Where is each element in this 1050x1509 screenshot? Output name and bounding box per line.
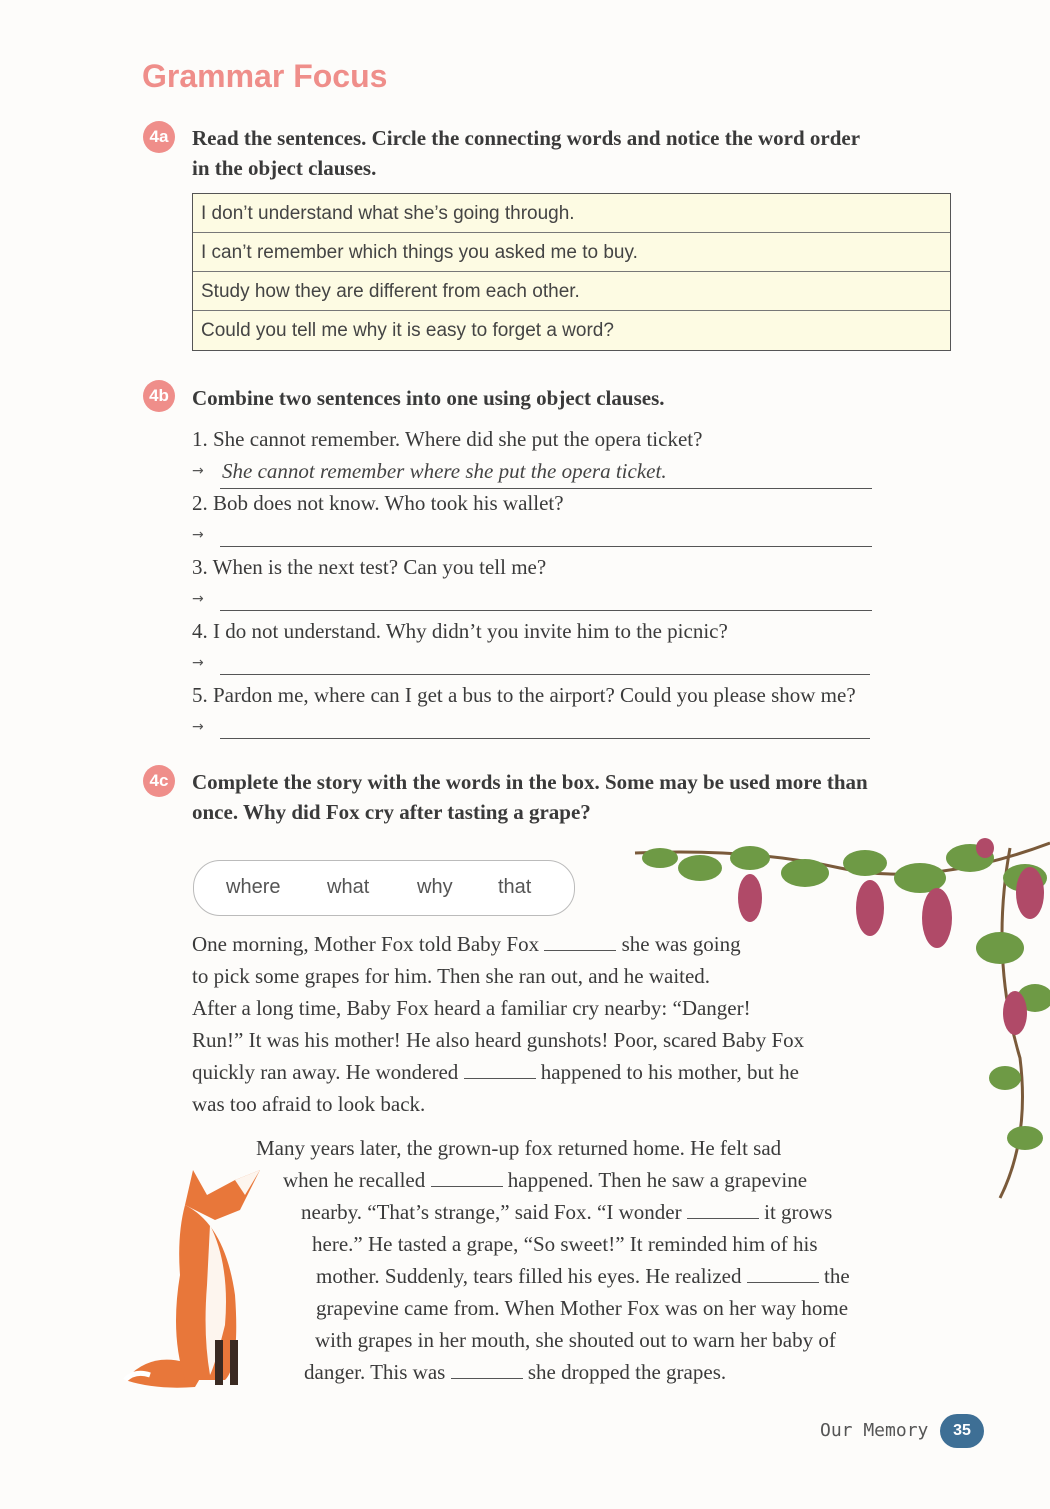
example-answer: She cannot remember where she put the opera ticket. [222,459,667,483]
instruction-4a-line2: in the object clauses. [192,156,377,180]
word-option: what [327,876,370,898]
story-line: grapevine came from. When Mother Fox was on her way home [316,1296,849,1320]
instruction-4c-line1: Complete the story with the words in the box. Some may be used more than [192,770,868,794]
story-line: was too afraid to look back. [192,1092,426,1116]
story-line: here.” He tasted a grape, “So sweet!” It reminded him of his [312,1232,818,1256]
answer-line-3[interactable] [220,610,872,611]
sentence-row: Could you tell me why it is easy to forget a word? [201,320,614,341]
word-option: that [498,876,532,898]
arrow-icon: → [192,719,204,735]
word-option: where [226,876,281,898]
page-title: Grammar Focus [142,58,388,94]
page-number: 35 [940,1414,984,1448]
arrow-icon: → [192,591,204,607]
exercise-question-1: 1. She cannot remember. Where did she put the opera ticket? [192,427,703,451]
story-line: One morning, Mother Fox told Baby Fox she was going [192,932,741,956]
answer-line-5[interactable] [220,738,870,739]
blank[interactable] [544,936,616,951]
story-line: Many years later, the grown-up fox returned home. He felt sad [256,1136,782,1160]
answer-line-1[interactable] [220,488,872,489]
arrow-icon: → [192,463,204,479]
section-badge-4a: 4a [143,121,175,153]
story-line: mother. Suddenly, tears filled his eyes. He realized the [316,1264,850,1288]
story-line: with grapes in her mouth, she shouted out to warn her baby of [315,1328,836,1352]
blank[interactable] [687,1204,759,1219]
instruction-4c-line2: once. Why did Fox cry after tasting a grape? [192,800,591,824]
story-line: After a long time, Baby Fox heard a familiar cry nearby: “Danger! [192,996,751,1020]
answer-line-4[interactable] [220,674,870,675]
story-line: to pick some grapes for him. Then she ran out, and he waited. [192,964,711,988]
word-box [193,860,575,916]
exercise-question-4: 4. I do not understand. Why didn’t you invite him to the picnic? [192,619,728,643]
exercise-question-3: 3. When is the next test? Can you tell me? [192,555,547,579]
story-line: Run!” It was his mother! He also heard gunshots! Poor, scared Baby Fox [192,1028,805,1052]
exercise-question-2: 2. Bob does not know. Who took his wallet? [192,491,564,515]
answer-line-2[interactable] [220,546,872,547]
section-badge-4c: 4c [143,765,175,797]
blank[interactable] [464,1064,536,1079]
instruction-4b: Combine two sentences into one using object clauses. [192,386,665,410]
blank[interactable] [431,1172,503,1187]
blank[interactable] [451,1364,523,1379]
arrow-icon: → [192,655,204,671]
story-line: quickly ran away. He wondered happened to his mother, but he [192,1060,799,1084]
sentence-row: I don’t understand what she’s going through. [193,194,950,233]
story-line: when he recalled happened. Then he saw a grapevine [283,1168,808,1192]
arrow-icon: → [192,527,204,543]
blank[interactable] [747,1268,819,1283]
word-option: why [417,876,453,898]
sentence-table [192,193,951,351]
fox-illustration [115,1165,275,1395]
sentence-row: I can’t remember which things you asked me to buy. [193,233,950,272]
section-badge-4b: 4b [143,380,175,412]
story-line: danger. This was she dropped the grapes. [304,1360,727,1384]
sentence-row: Study how they are different from each other. [193,272,950,311]
instruction-4a-line1: Read the sentences. Circle the connecting words and notice the word order [192,126,861,150]
footer-unit-title: Our Memory [820,1420,929,1441]
exercise-question-5: 5. Pardon me, where can I get a bus to the airport? Could you please show me? [192,683,856,707]
story-line: nearby. “That’s strange,” said Fox. “I wonder it grows [301,1200,833,1224]
